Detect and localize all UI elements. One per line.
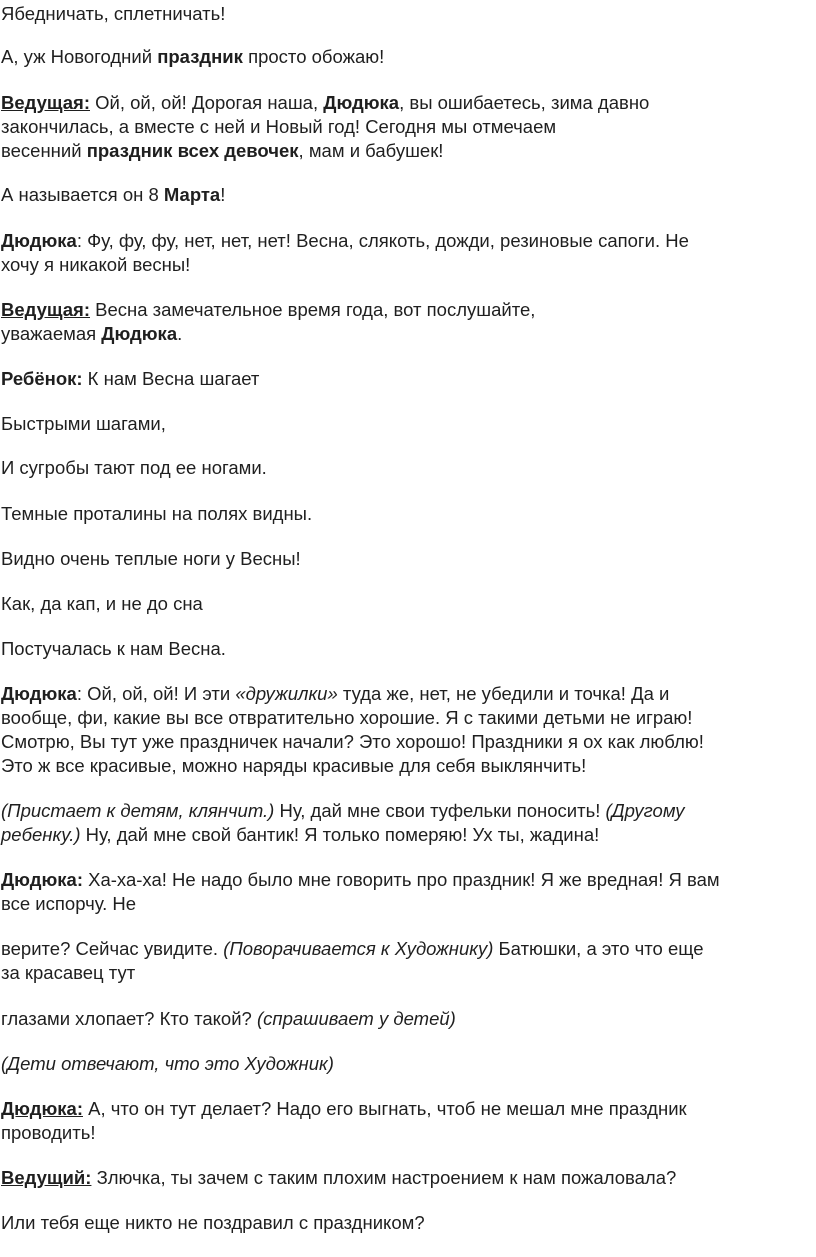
character-name: Дюдюка (1, 230, 77, 251)
paragraph-line: вообще, фи, какие вы все отвратительно хорошие. Я с такими детьми не играю! (1, 707, 693, 728)
stage-direction: (Поворачивается к Художнику) (223, 938, 494, 959)
paragraph-line: все испорчу. Не (1, 893, 137, 914)
paragraph-line: Это ж все красивые, можно наряды красивые для себя выклянчить! (1, 755, 587, 776)
speaker-label: Ведущая: (1, 92, 90, 113)
stage-direction: (Другому (605, 800, 685, 821)
paragraph-line: Смотрю, Вы тут уже праздничек начали? Это хорошо! Праздники я ох как люблю! (1, 731, 704, 752)
paragraph: Ябедничать, сплетничать! (1, 3, 226, 24)
paragraph: Дюдюка: Ха-ха-ха! Не надо было мне говорить про праздник! Я же вредная! Я вам (1, 869, 720, 890)
paragraph: Ребёнок: К нам Весна шагает (1, 368, 260, 389)
character-name: Дюдюка (1, 683, 77, 704)
paragraph: Дюдюка: Фу, фу, фу, нет, нет, нет! Весна, слякоть, дожди, резиновые сапоги. Не (1, 230, 689, 251)
bold-text: Марта (163, 184, 221, 205)
italic-text: «дружилки» (235, 683, 338, 704)
paragraph (1, 1052, 334, 1076)
character-name: Дюдюка (323, 92, 400, 113)
paragraph-line: хочу я никакой весны! (1, 254, 191, 275)
paragraph-line: за красавец тут (1, 962, 136, 983)
paragraph: Дюдюка: Ой, ой, ой! И эти «дружилки» туда же, нет, не убедили и точка! Да и (1, 683, 670, 704)
paragraph: Или тебя еще никто не поздравил с праздником? (1, 1212, 425, 1233)
speaker-label: Ведущий: (1, 1167, 92, 1188)
paragraph: И сугробы тают под ее ногами. (1, 457, 267, 478)
paragraph-line: уважаемая Дюдюка. (1, 323, 183, 344)
paragraph: верите? Сейчас увидите. (Поворачивается к Художнику) Батюшки, а это что еще (1, 938, 704, 959)
paragraph-line: весенний праздник всех девочек, мам и бабушек! (1, 140, 444, 161)
paragraph: Ведущий: Злючка, ты зачем с таким плохим настроением к нам пожаловала? (1, 1167, 677, 1188)
paragraph: Как, да кап, и не до сна (1, 593, 203, 614)
paragraph: Ведущая: Ой, ой, ой! Дорогая наша, Дюдюка, вы ошибаетесь, зима давно (1, 92, 650, 113)
paragraph: Быстрыми шагами, (1, 413, 166, 434)
paragraph-line: закончилась, а вместе с ней и Новый год! Сегодня мы отмечаем (1, 116, 557, 137)
paragraph: Постучалась к нам Весна. (1, 638, 226, 659)
paragraph: глазами хлопает? Кто такой? (спрашивает у детей) (1, 1008, 456, 1029)
speaker-label: Дюдюка: (1, 869, 83, 890)
bold-text: праздник (157, 46, 243, 67)
stage-direction: (Пристает к детям, клянчит.) (1, 800, 275, 821)
speaker-label: Ведущая: (1, 299, 90, 320)
speaker-label: Ребёнок: (1, 368, 83, 389)
speaker-label: Дюдюка: (1, 1098, 83, 1119)
paragraph-line: проводить! (1, 1122, 96, 1143)
stage-direction: (Дети отвечают, что это Художник) (1, 1053, 334, 1074)
stage-direction: (спрашивает у детей) (256, 1008, 456, 1029)
bold-text: праздник всех девочек (86, 140, 299, 161)
stage-direction: ребенку.) (1, 824, 81, 845)
paragraph-line: ребенку.) Ну, дай мне свой бантик! Я только померяю! Ух ты, жадина! (1, 824, 600, 845)
paragraph: Темные проталины на полях видны. (1, 503, 313, 524)
character-name: Дюдюка (101, 323, 178, 344)
paragraph: (Пристает к детям, клянчит.) Ну, дай мне свои туфельки поносить! (Другому (1, 800, 685, 821)
paragraph: Дюдюка: А, что он тут делает? Надо его выгнать, чтоб не мешал мне праздник (1, 1098, 687, 1119)
paragraph: Видно очень теплые ноги у Весны! (1, 548, 301, 569)
paragraph: А, уж Новогодний праздник просто обожаю! (1, 46, 385, 67)
paragraph: Ведущая: Весна замечательное время года, вот послушайте, (1, 299, 536, 320)
paragraph: А называется он 8 Марта! (1, 184, 226, 205)
